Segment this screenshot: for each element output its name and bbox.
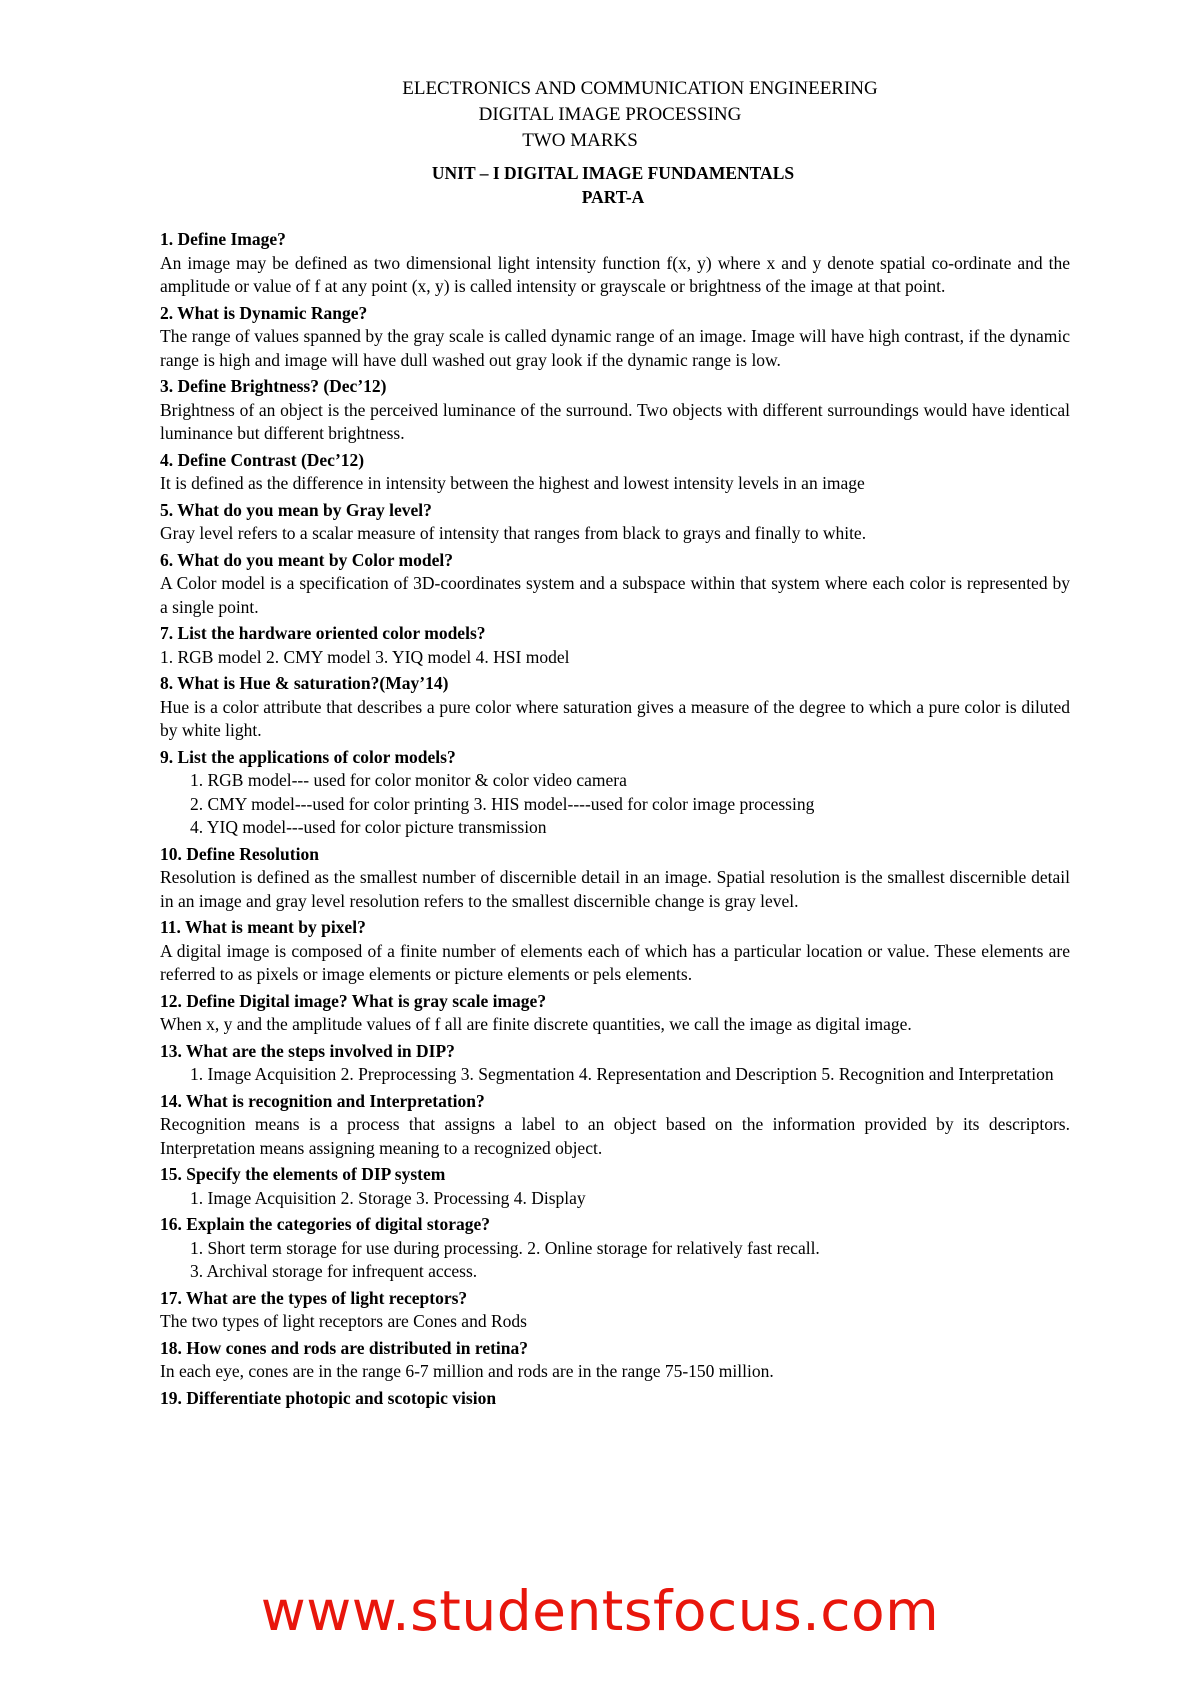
- answer-text: 4. YIQ model---used for color picture transmission: [190, 817, 547, 837]
- qa-item: [160, 1090, 1070, 1161]
- answer-text: In each eye, cones are in the range 6-7 million and rods are in the range 75-150 million.: [160, 1361, 774, 1381]
- question-heading: 4. Define Contrast (Dec’12): [160, 449, 365, 470]
- qa-item: [160, 843, 1070, 914]
- question-heading: 8. What is Hue & saturation?(May’14): [160, 673, 449, 693]
- qa-item: [160, 449, 1070, 496]
- answer-text: 1. Short term storage for use during processing. 2. Online storage for relatively fast recall.: [190, 1237, 820, 1258]
- department-title: ELECTRONICS AND COMMUNICATION ENGINEERING: [402, 78, 878, 99]
- question-heading: 10. Define Resolution: [160, 843, 319, 864]
- answer-text: The range of values spanned by the gray scale is called dynamic range of an image. Image will have high contrast, if the dynamic range is high and image will have dull washed out gray look if the dynamic range is low.: [160, 326, 1070, 370]
- question-heading: 13. What are the steps involved in DIP?: [160, 1040, 455, 1061]
- question-heading: 2. What is Dynamic Range?: [160, 302, 368, 323]
- answer-text: 1. RGB model--- used for color monitor & color video camera: [190, 770, 627, 790]
- subject-title: DIGITAL IMAGE PROCESSING: [478, 104, 742, 125]
- qa-item: [160, 1287, 1070, 1334]
- question-heading: 15. Specify the elements of DIP system: [160, 1164, 446, 1184]
- qa-item: [160, 549, 1070, 620]
- qa-item: [160, 990, 1070, 1037]
- qa-item: [160, 499, 1070, 546]
- question-heading: 9. List the applications of color models?: [160, 746, 456, 767]
- question-heading: 1. Define Image?: [160, 229, 286, 249]
- answer-text: 3. Archival storage for infrequent access.: [190, 1261, 478, 1281]
- answer-text: 1. Image Acquisition 2. Storage 3. Processing 4. Display: [190, 1187, 586, 1208]
- document-type: TWO MARKS: [522, 130, 638, 151]
- question-heading: 19. Differentiate photopic and scotopic vision: [160, 1387, 497, 1408]
- answer-text: A digital image is composed of a finite number of elements each of which has a particular location or value. These elements are referred to as pixels or image elements or picture elements or pels elements.: [160, 940, 1070, 984]
- qa-item: [160, 672, 1070, 743]
- answer-text: A Color model is a specification of 3D-coordinates system and a subspace within that system where each color is represented by a single point.: [160, 573, 1070, 617]
- answer-text: 1. Image Acquisition 2. Preprocessing 3. Segmentation 4. Representation and Description 5. Recognition and Interpretation: [190, 1064, 1054, 1084]
- answer-text: It is defined as the difference in intensity between the highest and lowest intensity levels in an image: [160, 473, 865, 493]
- question-heading: 7. List the hardware oriented color models?: [160, 623, 486, 643]
- question-heading: 6. What do you meant by Color model?: [160, 549, 453, 570]
- question-heading: 12. Define Digital image? What is gray scale image?: [160, 990, 547, 1011]
- qa-item: [160, 1040, 1070, 1087]
- question-heading: 16. Explain the categories of digital storage?: [160, 1214, 491, 1234]
- qa-item: [160, 1163, 1070, 1210]
- qa-item: [160, 916, 1070, 987]
- answer-text: Hue is a color attribute that describes a pure color where saturation gives a measure of the degree to which a pure color is diluted by white light.: [160, 696, 1070, 740]
- answer-text: Gray level refers to a scalar measure of intensity that ranges from black to grays and finally to white.: [160, 523, 867, 543]
- answer-text: The two types of light receptors are Cones and Rods: [160, 1311, 527, 1331]
- question-heading: 14. What is recognition and Interpretation?: [160, 1090, 485, 1111]
- answer-text: An image may be defined as two dimensional light intensity function f(x, y) where x and y denote spatial co-ordinate and the amplitude or value of f at any point (x, y) is called intensity or grayscale or brightness of the image at that point.: [160, 252, 1070, 296]
- question-heading: 11. What is meant by pixel?: [160, 917, 366, 937]
- answer-text: Recognition means is a process that assigns a label to an object based on the information provided by its descriptors. Interpretation means assigning meaning to a recognized object.: [160, 1114, 1070, 1158]
- answer-text: 1. RGB model 2. CMY model 3. YIQ model 4. HSI model: [160, 646, 570, 667]
- watermark-url: www.studentsfocus.com: [260, 1579, 940, 1643]
- qa-item: [160, 622, 1070, 669]
- answer-text: Resolution is defined as the smallest number of discernible detail in an image. Spatial resolution is the smallest discernible detail in an image and gray level resolution refers to the smallest discernible change is gray level.: [160, 867, 1070, 911]
- unit-heading: UNIT – I DIGITAL IMAGE FUNDAMENTALS: [431, 163, 795, 183]
- qa-item: [160, 375, 1070, 446]
- qa-item: [160, 1387, 1070, 1411]
- part-heading: PART-A: [581, 187, 645, 207]
- question-heading: 5. What do you mean by Gray level?: [160, 499, 432, 520]
- qa-item: [160, 302, 1070, 373]
- qa-item: [160, 228, 1070, 299]
- qa-item: [160, 746, 1070, 840]
- answer-text: Brightness of an object is the perceived luminance of the surround. Two objects with different surroundings would have identical luminance but different brightness.: [160, 399, 1070, 443]
- qa-item: [160, 1337, 1070, 1384]
- qa-item: [160, 1213, 1070, 1284]
- question-heading: 17. What are the types of light receptors?: [160, 1287, 468, 1308]
- answer-text: 2. CMY model---used for color printing 3. HIS model----used for color image processing: [190, 793, 815, 814]
- question-heading: 18. How cones and rods are distributed in retina?: [160, 1337, 529, 1358]
- question-heading: 3. Define Brightness? (Dec’12): [160, 376, 387, 396]
- answer-text: When x, y and the amplitude values of f all are finite discrete quantities, we call the image as digital image.: [160, 1014, 912, 1034]
- question-list: [160, 225, 1070, 1410]
